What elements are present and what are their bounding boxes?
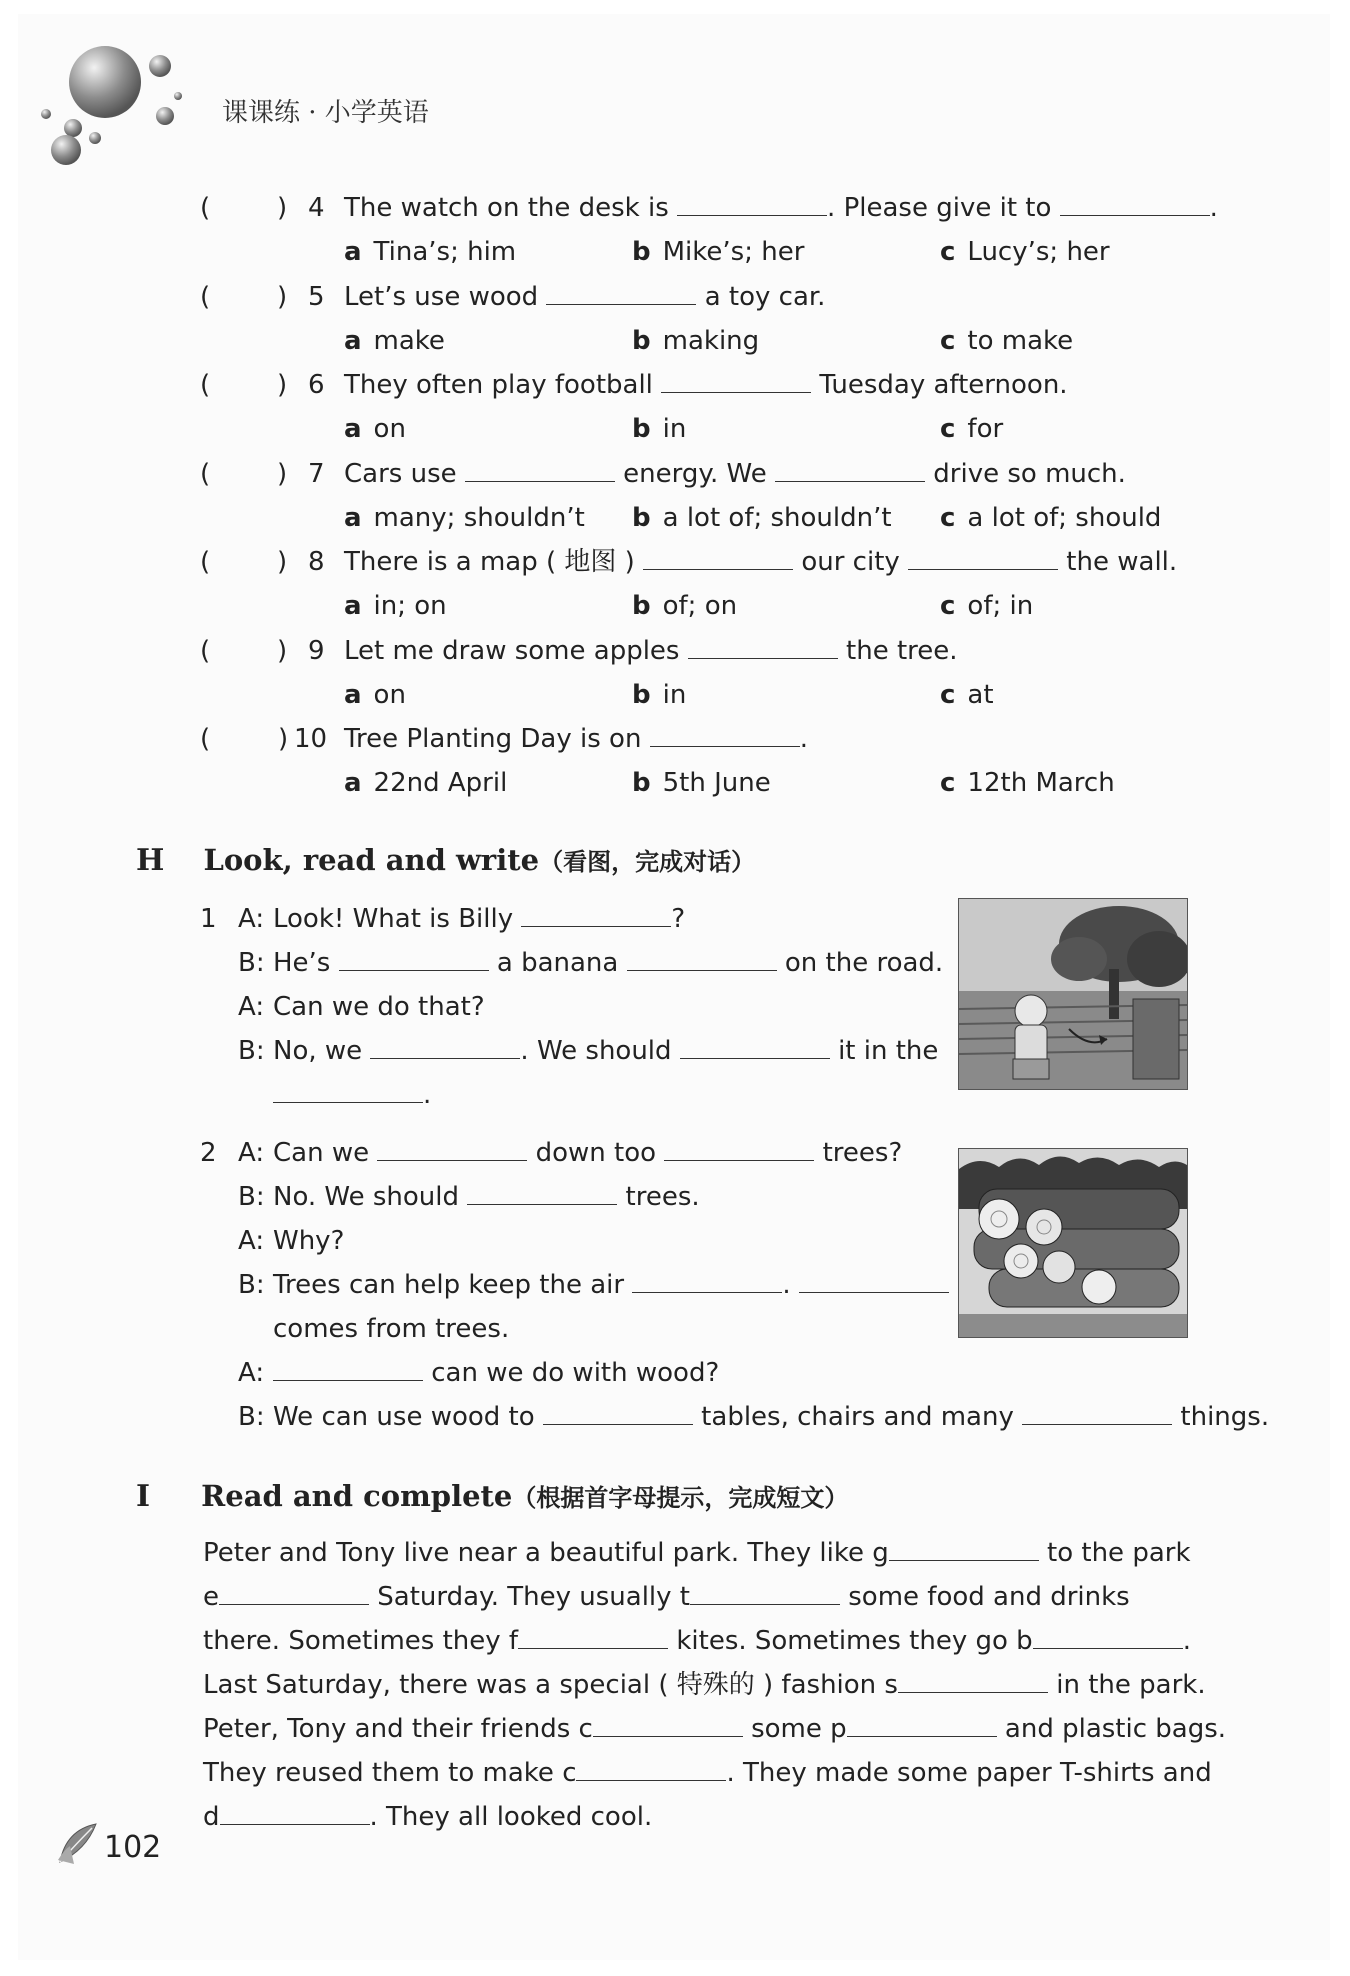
text-segment: drive so much. bbox=[925, 458, 1126, 489]
answer-paren-close: ) bbox=[278, 724, 289, 754]
answer-blank[interactable] bbox=[467, 1180, 617, 1205]
answer-blank[interactable] bbox=[799, 1268, 949, 1293]
option-text: a lot of; should bbox=[967, 502, 1162, 533]
answer-blank[interactable] bbox=[1022, 1400, 1172, 1425]
text-segment: energy. We bbox=[614, 458, 776, 489]
answer-blank[interactable] bbox=[220, 1800, 370, 1825]
option-a[interactable] bbox=[344, 589, 447, 623]
text-segment: some food and drinks bbox=[840, 1582, 1130, 1612]
text-segment: to the park bbox=[1038, 1538, 1191, 1568]
option-letter: a bbox=[344, 768, 362, 798]
answer-blank[interactable] bbox=[775, 457, 925, 482]
question-number: 5 bbox=[308, 281, 325, 312]
text-segment: We can use wood to bbox=[273, 1402, 543, 1432]
text-segment: ? bbox=[671, 904, 686, 934]
answer-choice-slot[interactable] bbox=[215, 282, 270, 312]
answer-blank[interactable] bbox=[576, 1756, 726, 1781]
text-segment: the wall. bbox=[1058, 547, 1178, 577]
text-segment: Tree Planting Day is on bbox=[344, 724, 650, 754]
text-segment: e bbox=[203, 1582, 219, 1612]
option-text: of; in bbox=[967, 591, 1034, 621]
option-letter: a bbox=[344, 502, 362, 533]
page-number: 102 bbox=[104, 1830, 162, 1865]
question-stem bbox=[344, 457, 1126, 491]
section-title-cn: （看图，完成对话） bbox=[539, 848, 756, 876]
text-segment: a toy car. bbox=[696, 281, 826, 312]
passage-line bbox=[203, 1536, 1191, 1570]
question-number: 8 bbox=[308, 547, 325, 577]
section-h-heading bbox=[136, 842, 755, 878]
option-letter: b bbox=[632, 591, 651, 621]
answer-choice-slot[interactable] bbox=[215, 370, 270, 400]
dialog-number: 2 bbox=[200, 1138, 217, 1168]
option-text: in; on bbox=[373, 591, 447, 621]
option-letter: b bbox=[632, 237, 651, 267]
option-b[interactable] bbox=[632, 589, 737, 623]
section-title: Look, read and write bbox=[203, 843, 540, 877]
answer-choice-slot[interactable] bbox=[215, 459, 270, 489]
option-b[interactable] bbox=[632, 678, 686, 712]
leaf-icon bbox=[56, 1820, 102, 1866]
option-text: on bbox=[373, 414, 406, 444]
dialog-line bbox=[273, 1034, 938, 1068]
option-b[interactable] bbox=[632, 235, 804, 269]
answer-choice-slot[interactable] bbox=[215, 193, 270, 223]
speaker-label: A: bbox=[238, 992, 265, 1022]
answer-blank[interactable] bbox=[465, 457, 615, 482]
section-letter: I bbox=[136, 1479, 151, 1514]
text-segment: . They made some paper T-shirts and bbox=[726, 1758, 1212, 1788]
text-segment: . bbox=[423, 1080, 432, 1110]
answer-paren-close: ) bbox=[277, 370, 288, 400]
logs-picture bbox=[958, 1148, 1188, 1338]
speaker-label: A: bbox=[238, 1138, 265, 1168]
option-a[interactable] bbox=[344, 235, 516, 269]
text-segment: . bbox=[799, 724, 808, 754]
answer-blank[interactable] bbox=[664, 1136, 814, 1161]
option-text: in bbox=[662, 414, 687, 444]
text-segment: trees? bbox=[814, 1138, 903, 1168]
option-a[interactable] bbox=[344, 678, 406, 712]
dialog-line bbox=[273, 902, 685, 936]
option-text: a lot of; shouldn’t bbox=[662, 502, 892, 533]
option-letter: c bbox=[940, 679, 956, 710]
option-text: in bbox=[662, 679, 687, 710]
text-segment: kites. Sometimes they go b bbox=[668, 1626, 1033, 1656]
question-stem bbox=[344, 634, 958, 668]
option-text: 12th March bbox=[967, 768, 1115, 798]
dialog-number: 1 bbox=[200, 904, 217, 934]
speaker-label: A: bbox=[238, 1226, 265, 1256]
text-segment: Tuesday afternoon. bbox=[811, 370, 1068, 400]
text-segment: things. bbox=[1172, 1402, 1270, 1432]
option-text: Lucy’s; her bbox=[967, 237, 1110, 267]
text-segment: some p bbox=[742, 1714, 847, 1744]
dialog-line bbox=[273, 1136, 902, 1170]
text-segment: They reused them to make c bbox=[203, 1758, 577, 1788]
question-number: 7 bbox=[308, 458, 325, 489]
answer-paren-close: ) bbox=[277, 547, 288, 577]
text-segment: . They all looked cool. bbox=[369, 1802, 653, 1832]
answer-choice-slot[interactable] bbox=[215, 636, 270, 666]
text-segment: Can we do that? bbox=[273, 992, 485, 1022]
speaker-label: A: bbox=[238, 1358, 265, 1388]
question-stem bbox=[344, 191, 1218, 225]
answer-blank[interactable] bbox=[273, 1078, 423, 1103]
answer-paren-close: ) bbox=[277, 281, 288, 312]
dialog-line bbox=[273, 1224, 344, 1258]
option-c[interactable] bbox=[940, 235, 1110, 269]
option-text: many; shouldn’t bbox=[373, 502, 585, 533]
question-number: 6 bbox=[308, 370, 325, 400]
text-segment: . Please give it to bbox=[827, 193, 1060, 223]
text-segment: on the road. bbox=[776, 948, 944, 978]
option-text: 5th June bbox=[662, 768, 771, 798]
billy-picture bbox=[958, 898, 1188, 1090]
text-segment: it in the bbox=[829, 1036, 939, 1066]
option-letter: c bbox=[940, 591, 956, 621]
dialog-line bbox=[273, 1078, 431, 1112]
option-b[interactable] bbox=[632, 501, 892, 535]
option-text: of; on bbox=[662, 591, 738, 621]
option-a[interactable] bbox=[344, 501, 585, 535]
answer-blank[interactable] bbox=[650, 722, 800, 747]
answer-blank[interactable] bbox=[889, 1536, 1039, 1561]
option-text: for bbox=[967, 414, 1004, 444]
text-segment: Trees can help keep the air bbox=[273, 1270, 633, 1300]
speaker-label: B: bbox=[238, 948, 265, 978]
option-c[interactable] bbox=[940, 501, 1161, 535]
section-title: Read and complete bbox=[201, 1479, 513, 1513]
text-segment: Can we bbox=[273, 1138, 378, 1168]
text-segment: Let me draw some apples bbox=[344, 635, 688, 666]
text-segment: d bbox=[203, 1802, 220, 1832]
option-text: make bbox=[373, 325, 445, 356]
dialog-line bbox=[273, 1312, 509, 1346]
option-letter: a bbox=[344, 414, 362, 444]
answer-blank[interactable] bbox=[690, 1580, 840, 1605]
text-segment: Why? bbox=[273, 1226, 345, 1256]
option-letter: b bbox=[632, 414, 651, 444]
option-b[interactable] bbox=[632, 412, 686, 446]
option-text: Mike’s; her bbox=[662, 237, 805, 267]
dialog-line bbox=[273, 990, 485, 1024]
option-c[interactable] bbox=[940, 678, 994, 712]
dialog-line bbox=[273, 1268, 949, 1302]
answer-blank[interactable] bbox=[643, 545, 793, 570]
answer-blank[interactable] bbox=[688, 634, 838, 659]
answer-blank[interactable] bbox=[546, 280, 696, 305]
question-number: 10 bbox=[294, 724, 328, 754]
text-segment: Cars use bbox=[344, 458, 465, 489]
speaker-label: B: bbox=[238, 1036, 265, 1066]
option-letter: b bbox=[632, 679, 651, 710]
answer-paren-close: ) bbox=[277, 193, 288, 223]
answer-blank[interactable] bbox=[593, 1712, 743, 1737]
text-segment: No. We should bbox=[273, 1182, 468, 1212]
option-letter: c bbox=[940, 502, 956, 533]
question-stem bbox=[344, 280, 825, 314]
answer-paren-close: ) bbox=[277, 458, 288, 489]
bubbles-logo-icon bbox=[30, 30, 190, 170]
answer-blank[interactable] bbox=[1033, 1624, 1183, 1649]
option-letter: c bbox=[940, 325, 956, 356]
text-segment: down too bbox=[527, 1138, 665, 1168]
option-text: Tina’s; him bbox=[373, 237, 517, 267]
answer-paren-open: ( bbox=[200, 724, 211, 754]
answer-paren-open: ( bbox=[200, 635, 211, 666]
answer-paren-open: ( bbox=[200, 547, 211, 577]
passage-line bbox=[203, 1668, 1206, 1702]
text-segment: the tree. bbox=[837, 635, 958, 666]
answer-paren-close: ) bbox=[277, 635, 288, 666]
option-letter: b bbox=[632, 325, 651, 356]
text-segment: . bbox=[1209, 193, 1218, 223]
answer-blank[interactable] bbox=[377, 1136, 527, 1161]
option-text: making bbox=[662, 325, 760, 356]
answer-blank[interactable] bbox=[680, 1034, 830, 1059]
passage-line bbox=[203, 1580, 1130, 1614]
answer-blank[interactable] bbox=[1060, 191, 1210, 216]
text-segment: Peter, Tony and their friends c bbox=[203, 1714, 593, 1744]
section-i-heading bbox=[136, 1478, 848, 1514]
speaker-label: A: bbox=[238, 904, 265, 934]
answer-blank[interactable] bbox=[847, 1712, 997, 1737]
text-segment: . We should bbox=[520, 1036, 680, 1066]
dialog-line bbox=[273, 1400, 1269, 1434]
answer-blank[interactable] bbox=[273, 1356, 423, 1381]
text-segment: tables, chairs and many bbox=[692, 1402, 1023, 1432]
option-letter: c bbox=[940, 237, 956, 267]
option-b[interactable] bbox=[632, 324, 759, 358]
option-a[interactable] bbox=[344, 766, 507, 800]
option-b[interactable] bbox=[632, 766, 771, 800]
speaker-label: B: bbox=[238, 1402, 265, 1432]
answer-blank[interactable] bbox=[908, 545, 1058, 570]
question-stem bbox=[344, 722, 808, 756]
option-letter: c bbox=[940, 768, 956, 798]
dialog-line bbox=[273, 946, 943, 980]
answer-blank[interactable] bbox=[632, 1268, 782, 1293]
page-header-title: 课课练 · 小学英语 bbox=[222, 98, 429, 128]
answer-blank[interactable] bbox=[677, 191, 827, 216]
text-segment: in the park. bbox=[1047, 1670, 1206, 1700]
option-text: at bbox=[967, 679, 994, 710]
option-letter: a bbox=[344, 591, 362, 621]
text-segment: He’s bbox=[273, 948, 339, 978]
text-segment: . bbox=[782, 1270, 799, 1300]
text-segment: . bbox=[1182, 1626, 1191, 1656]
passage-line bbox=[203, 1756, 1212, 1790]
option-c[interactable] bbox=[940, 412, 1003, 446]
answer-choice-slot[interactable] bbox=[215, 547, 270, 577]
answer-blank[interactable] bbox=[543, 1400, 693, 1425]
text-segment: No, we bbox=[273, 1036, 371, 1066]
option-letter: c bbox=[940, 414, 956, 444]
answer-blank[interactable] bbox=[339, 946, 489, 971]
answer-choice-slot[interactable] bbox=[215, 724, 270, 754]
question-number: 9 bbox=[308, 635, 325, 666]
cut-logs-illustration bbox=[959, 1149, 1187, 1337]
text-segment: Peter and Tony live near a beautiful park. They like g bbox=[203, 1538, 889, 1568]
option-text: to make bbox=[967, 325, 1074, 356]
option-letter: a bbox=[344, 237, 362, 267]
passage-line bbox=[203, 1712, 1226, 1746]
speaker-label: B: bbox=[238, 1182, 265, 1212]
speaker-label: B: bbox=[238, 1270, 265, 1300]
dialog-line bbox=[273, 1356, 719, 1390]
text-segment: there. Sometimes they f bbox=[203, 1626, 519, 1656]
answer-paren-open: ( bbox=[200, 281, 211, 312]
text-segment: There is a map ( 地图 ) bbox=[344, 547, 644, 577]
text-segment: They often play football bbox=[344, 370, 662, 400]
answer-blank[interactable] bbox=[521, 902, 671, 927]
option-letter: b bbox=[632, 768, 651, 798]
answer-paren-open: ( bbox=[200, 458, 211, 489]
text-segment: The watch on the desk is bbox=[344, 193, 678, 223]
passage-line bbox=[203, 1624, 1191, 1658]
text-segment: Last Saturday, there was a special ( 特殊的 ) fashion s bbox=[203, 1670, 898, 1700]
text-segment: Look! What is Billy bbox=[273, 904, 522, 934]
text-segment: Let’s use wood bbox=[344, 281, 547, 312]
answer-blank[interactable] bbox=[627, 946, 777, 971]
question-stem bbox=[344, 545, 1177, 579]
text-segment: can we do with wood? bbox=[423, 1358, 720, 1388]
text-segment: comes from trees. bbox=[273, 1314, 510, 1344]
section-title-cn: （根据首字母提示，完成短文） bbox=[512, 1484, 849, 1512]
text-segment: our city bbox=[793, 547, 909, 577]
text-segment: a banana bbox=[488, 948, 627, 978]
text-segment: trees. bbox=[617, 1182, 700, 1212]
option-text: 22nd April bbox=[373, 768, 508, 798]
option-a[interactable] bbox=[344, 324, 445, 358]
answer-paren-open: ( bbox=[200, 370, 211, 400]
question-number: 4 bbox=[308, 193, 325, 223]
answer-paren-open: ( bbox=[200, 193, 211, 223]
option-c[interactable] bbox=[940, 324, 1073, 358]
passage-line bbox=[203, 1800, 652, 1834]
answer-blank[interactable] bbox=[219, 1580, 369, 1605]
answer-blank[interactable] bbox=[898, 1668, 1048, 1693]
option-c[interactable] bbox=[940, 589, 1033, 623]
option-letter: b bbox=[632, 502, 651, 533]
dialog-line bbox=[273, 1180, 700, 1214]
answer-blank[interactable] bbox=[370, 1034, 520, 1059]
option-letter: a bbox=[344, 325, 362, 356]
option-a[interactable] bbox=[344, 412, 406, 446]
option-text: on bbox=[373, 679, 406, 710]
text-segment: Saturday. They usually t bbox=[369, 1582, 690, 1612]
option-letter: a bbox=[344, 679, 362, 710]
answer-blank[interactable] bbox=[661, 368, 811, 393]
pig-on-bench-illustration bbox=[959, 899, 1187, 1089]
text-segment: and plastic bags. bbox=[996, 1714, 1227, 1744]
section-letter: H bbox=[136, 843, 165, 878]
option-c[interactable] bbox=[940, 766, 1115, 800]
question-stem bbox=[344, 368, 1068, 402]
answer-blank[interactable] bbox=[518, 1624, 668, 1649]
